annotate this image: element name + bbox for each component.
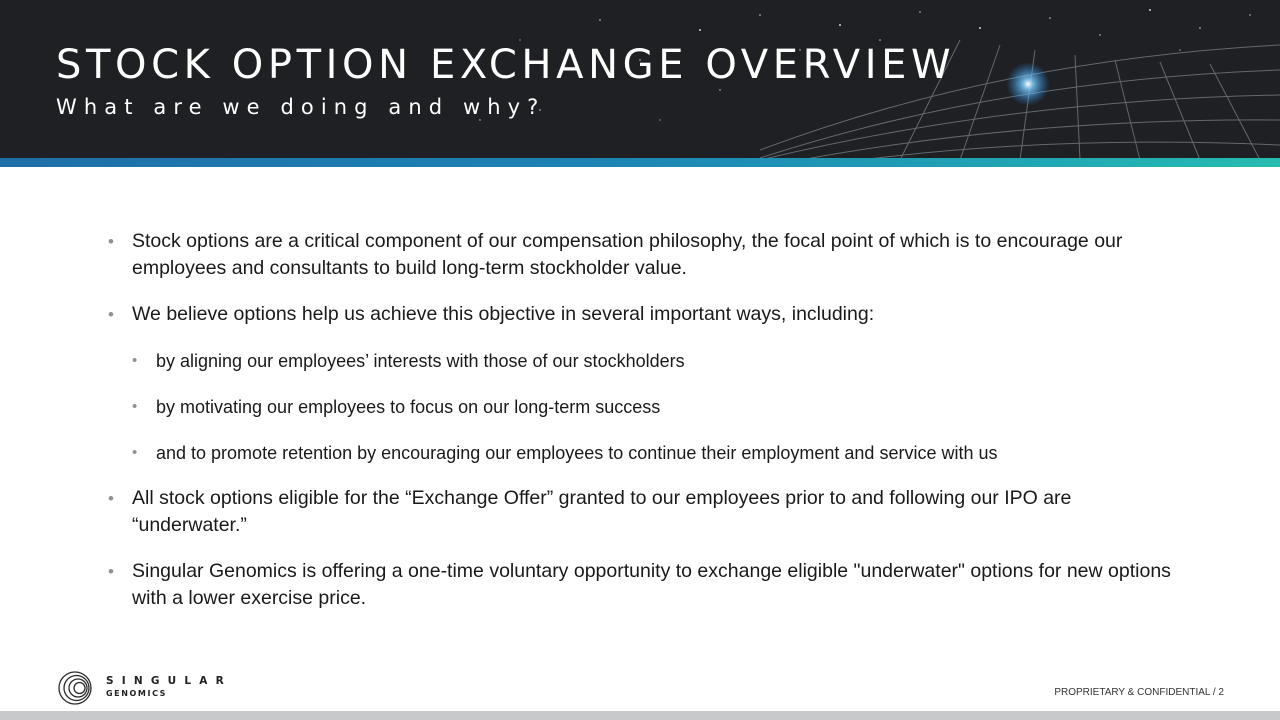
sub-bullet-item <box>132 441 1188 465</box>
header-banner <box>0 0 1280 160</box>
bullet-item <box>108 485 1188 539</box>
sub-bullet-item <box>132 349 1188 373</box>
bullet-dot-icon: • <box>108 305 114 324</box>
bullet-text: Stock options are a critical component of our compensation philosophy, the focal point of which is to encourage our employees and consultants to build long-term stockholder value. <box>132 230 1123 279</box>
bullet-dot-icon: • <box>108 562 114 581</box>
bullet-dot-icon: • <box>108 489 114 508</box>
logo-wordmark: SINGULAR <box>106 675 232 687</box>
bullet-item <box>108 558 1188 612</box>
page-title: STOCK OPTION EXCHANGE OVERVIEW <box>56 42 956 88</box>
logo-subtext: GENOMICS <box>106 689 168 698</box>
bullet-text: Singular Genomics is offering a one-time voluntary opportunity to exchange eligible "underwater" options for new options with a lower exercise price. <box>132 560 1171 609</box>
bullet-dot-icon: • <box>108 232 114 251</box>
bullet-item <box>108 228 1188 282</box>
bullet-dot-icon: • <box>132 444 138 461</box>
footer-confidential-page: PROPRIETARY & CONFIDENTIAL / 2 <box>1054 687 1224 698</box>
bullet-text: We believe options help us achieve this objective in several important ways, including: <box>132 303 875 325</box>
page-subtitle: What are we doing and why? <box>56 95 546 119</box>
bullet-dot-icon: • <box>132 398 138 415</box>
bullet-list <box>108 228 1188 631</box>
bullet-item <box>108 301 1188 328</box>
footer-bar <box>0 711 1280 720</box>
bullet-dot-icon: • <box>132 352 138 369</box>
sub-bullet-item <box>132 395 1188 419</box>
sub-bullet-text: by aligning our employees’ interests with those of our stockholders <box>156 351 685 371</box>
accent-bar <box>0 158 1280 167</box>
sub-bullet-text: by motivating our employees to focus on our long-term success <box>156 397 661 417</box>
concentric-rings-logo-icon <box>56 668 96 708</box>
company-logo <box>56 668 236 708</box>
sub-bullet-text: and to promote retention by encouraging our employees to continue their employment and service with us <box>156 443 998 463</box>
bullet-text: All stock options eligible for the “Exchange Offer” granted to our employees prior to and following our IPO are “underwater.” <box>132 487 1072 536</box>
